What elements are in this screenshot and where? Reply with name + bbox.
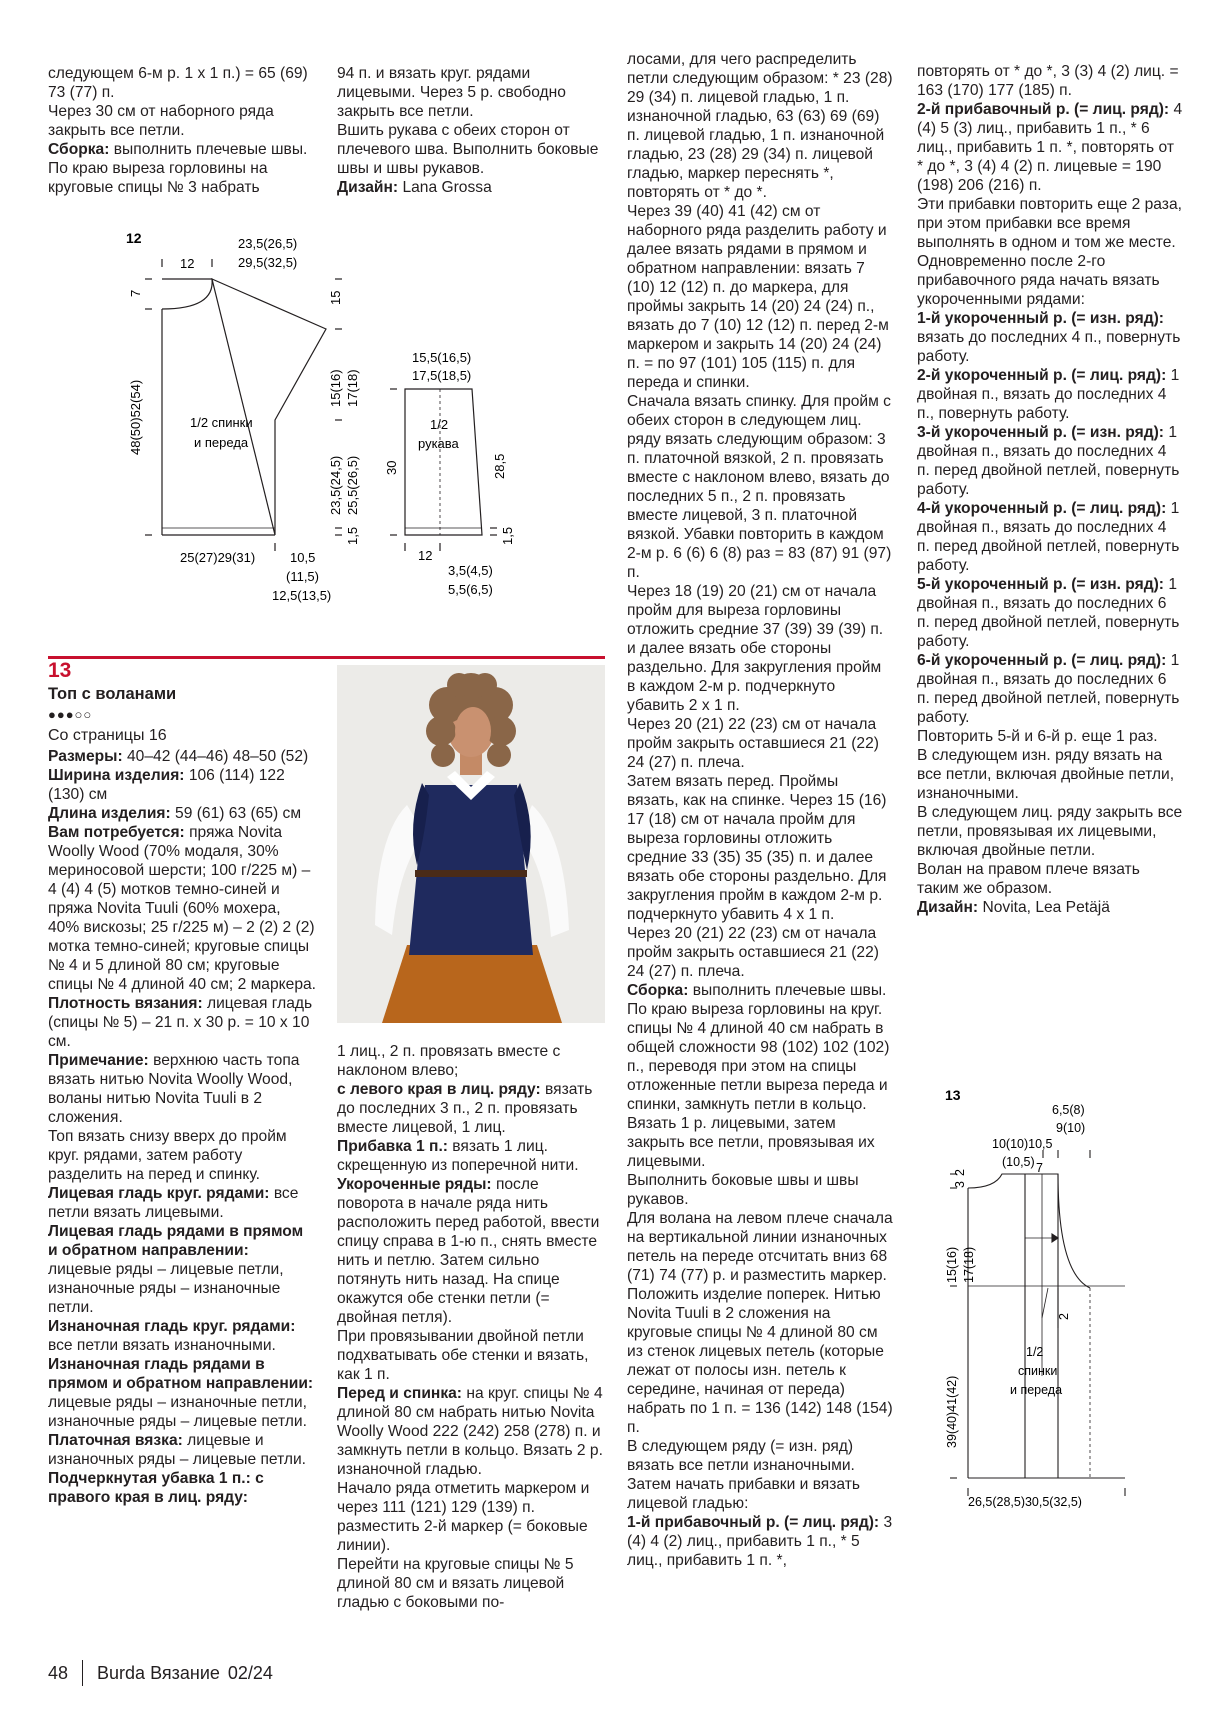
footer-divider — [82, 1660, 83, 1686]
svg-text:5,5(6,5): 5,5(6,5) — [448, 582, 493, 597]
svg-text:15,5(16,5): 15,5(16,5) — [412, 350, 472, 365]
paragraph: В следующем ряду (= изн. ряд) вязать все петли изнаночными. Затем начать прибавки и вязать лицевой гладью: — [627, 1438, 860, 1512]
column-1-top — [48, 64, 316, 197]
paragraph: 4-й укороченный р. (= лиц. ряд): 1 двойная п., вязать до последних 4 п. перед двойной петлей, повернуть работу. — [917, 500, 1180, 574]
difficulty-dots: ●●●○○ — [48, 707, 93, 722]
svg-text:25(27)29(31): 25(27)29(31) — [180, 550, 256, 565]
paragraph: Изнаночная гладь круг. рядами: все петли вязать изнаночными. — [48, 1318, 296, 1354]
paragraph: Сначала вязать спинку. Для пройм с обеих сторон в следующем лиц. ряду вязать следующим образом: 3 п. платочной вязкой, 2 п. провязать вместе с наклоном влево, вязать до последних 5 п., 2 п. провязать вместе лицевой, 3 п. платочной вязкой. Убавки повторить в каждом 2-м р. 6 (6) 6 (8) раз = 83 (87) 91 (97) п. — [627, 393, 892, 581]
paragraph: Через 20 (21) 22 (23) см от начала пройм закрыть оставшиеся 21 (22) 24 (27) п. плеча. — [627, 925, 879, 980]
svg-text:1,5: 1,5 — [500, 526, 515, 545]
paragraph: 1 лиц., 2 п. провязать вместе с наклоном влево; — [337, 1043, 561, 1079]
paragraph: При провязывании двойной петли подхватывать обе стенки и вязать, как 1 п. — [337, 1328, 589, 1383]
paragraph: 2-й укороченный р. (= лиц. ряд): 1 двойная п., вязать до последних 4 п., повернуть работу. — [917, 367, 1180, 422]
paragraph: 6-й укороченный р. (= лиц. ряд): 1 двойная п., вязать до последних 6 п. перед двойной петлей, повернуть работу. — [917, 652, 1180, 726]
paragraph: Топ вязать снизу вверх до пройм круг. рядами, затем работу разделить на перед и спинку. — [48, 1128, 287, 1183]
svg-text:7: 7 — [1036, 1161, 1043, 1175]
paragraph: 1-й прибавочный р. (= лиц. ряд): 3 (4) 4 (2) лиц., прибавить 1 п., * 5 лиц., прибавить 1 п. *, — [627, 1514, 893, 1569]
svg-text:30: 30 — [384, 460, 399, 475]
svg-text:1,5: 1,5 — [345, 526, 360, 545]
svg-text:спинки: спинки — [1018, 1364, 1058, 1378]
svg-text:28,5: 28,5 — [492, 453, 507, 479]
column-4 — [917, 62, 1183, 917]
paragraph: Плотность вязания: лицевая гладь (спицы № 5) – 21 п. х 30 р. = 10 х 10 см. — [48, 995, 313, 1050]
svg-text:1/2: 1/2 — [430, 417, 449, 432]
svg-text:15(16): 15(16) — [328, 369, 343, 407]
from-page: Со страницы 16 — [48, 727, 167, 744]
svg-text:6,5(8): 6,5(8) — [1052, 1103, 1085, 1117]
page-number: 48 — [48, 1663, 69, 1683]
svg-text:2: 2 — [1057, 1313, 1071, 1320]
svg-text:17(18): 17(18) — [345, 369, 360, 407]
svg-text:12: 12 — [418, 548, 433, 563]
svg-text:23,5(24,5): 23,5(24,5) — [328, 455, 343, 515]
model-photo — [337, 665, 605, 1023]
svg-text:17,5(18,5): 17,5(18,5) — [412, 368, 472, 383]
section-number: 13 — [48, 659, 72, 682]
paragraph: Длина изделия: 59 (61) 63 (65) см — [48, 805, 302, 822]
svg-text:рукава: рукава — [418, 436, 459, 451]
paragraph: 5-й укороченный р. (= изн. ряд): 1 двойная п., вязать до последних 6 п. перед двойной петлей, повернуть работу. — [917, 576, 1180, 650]
paragraph: Примечание: верхнюю часть топа вязать нитью Novita Woolly Wood, воланы нитью Novita Tuuli в 2 сложения. — [48, 1052, 300, 1126]
paragraph: Начало ряда отметить маркером и через 111 (121) 129 (139) п. разместить 2-й маркер (= боковые линии). — [337, 1480, 590, 1554]
paragraph: следующем 6-м р. 1 х 1 п.) = 65 (69) 73 (77) п. — [48, 65, 308, 101]
paragraph: Подчеркнутая убавка 1 п.: с правого края в лиц. ряду: — [48, 1470, 264, 1506]
paragraph: Перейти на круговые спицы № 5 длиной 80 см и вязать лицевой гладью с боковыми по- — [337, 1556, 574, 1611]
svg-text:15(16): 15(16) — [945, 1246, 959, 1283]
svg-text:и переда: и переда — [1010, 1383, 1063, 1397]
paragraph: Для волана на левом плече сначала на вертикальной линии изнаночных петель на переде отсчитать вниз 68 (71) 74 (77) р. и разместить маркер. Положить изделие поперек. Нитью Novita Tuuli в 2 сложения на круговые спицы № 4 длиной 80 см из стенок лицевых петель (которые лежат от полосы изн. петель к середине, начиная от переда) набрать по 1 п. = 136 (142) 148 (154) п. — [627, 1210, 893, 1436]
diagram-13 — [940, 1088, 1160, 1508]
svg-text:10,5: 10,5 — [290, 550, 316, 565]
diagram-12-number: 12 — [126, 230, 142, 246]
paragraph: Волан на правом плече вязать таким же образом. — [917, 861, 1140, 897]
svg-text:9(10): 9(10) — [1056, 1121, 1086, 1135]
svg-text:3: 3 — [953, 1181, 967, 1188]
paragraph: 3-й укороченный р. (= изн. ряд): 1 двойная п., вязать до последних 4 п. перед двойной петлей, повернуть работу. — [917, 424, 1180, 498]
column-2-top — [337, 64, 605, 197]
svg-text:25,5(26,5): 25,5(26,5) — [345, 455, 360, 515]
paragraph: Платочная вязка: лицевые и изнаночных ряды – лицевые петли. — [48, 1432, 307, 1468]
svg-text:1/2: 1/2 — [1026, 1345, 1044, 1359]
page-footer — [48, 1660, 273, 1686]
svg-text:7: 7 — [128, 289, 143, 297]
paragraph: с левого края в лиц. ряду: вязать до последних 3 п., 2 п. провязать вместе лицевой, 1 лиц. — [337, 1081, 593, 1136]
svg-text:26,5(28,5)30,5(32,5): 26,5(28,5)30,5(32,5) — [968, 1495, 1082, 1508]
paragraph: Прибавка 1 п.: вязать 1 лиц. скрещенную из поперечной нити. — [337, 1138, 579, 1174]
paragraph: Сборка: выполнить плечевые швы. По краю выреза горловины на круговые спицы № 3 набрать — [48, 141, 308, 196]
paragraph: Эти прибавки повторить еще 2 раза, при этом прибавки все время выполнять в одном и том же месте. — [917, 196, 1182, 251]
svg-text:(10,5): (10,5) — [1002, 1155, 1035, 1169]
svg-text:29,5(32,5): 29,5(32,5) — [238, 255, 298, 270]
column-2-bottom — [337, 1042, 605, 1612]
svg-text:15: 15 — [328, 290, 343, 305]
svg-text:3,5(4,5): 3,5(4,5) — [448, 563, 493, 578]
svg-text:10(10)10,5: 10(10)10,5 — [992, 1137, 1053, 1151]
paragraph: 2-й прибавочный р. (= лиц. ряд): 4 (4) 5 (3) лиц., прибавить 1 п., * 6 лиц., прибавить 1 п. *, повторять от * до *, 3 (4) 4 (2) п. лицевые = 190 (198) 206 (216) п. — [917, 101, 1183, 194]
svg-text:1/2 спинки: 1/2 спинки — [190, 415, 253, 430]
paragraph: Затем вязать перед. Проймы вязать, как на спинке. Через 15 (16) 17 (18) см от начала пройм для выреза горловины отложить средние 33 (35) 35 (35) п. и далее вязать обе стороны раздельно. Для закругления пройм в каждом 2-м р. подчеркнуто убавить 4 х 1 п. — [627, 773, 887, 923]
paragraph: Перед и спинка: на круг. спицы № 4 длиной 80 см набрать нитью Novita Woolly Wood 222 (242) 258 (278) п. и замкнуть петли в кольцо. Вязать 2 р. изнаночной гладью. — [337, 1385, 603, 1478]
paragraph: Дизайн: Novita, Lea Petäjä — [917, 899, 1110, 916]
paragraph: Укороченные ряды: после поворота в начале ряда нить расположить перед работой, ввести спицу справа в 1-ю п., снять вместе нить и петлю. Затем сильно потянуть нить назад. На спице окажутся обе стенки петли (= двойная петля). — [337, 1176, 600, 1326]
diagram-13-number: 13 — [945, 1088, 961, 1103]
section-title: Топ с воланами — [48, 685, 177, 703]
paragraph: Через 18 (19) 20 (21) см от начала пройм для выреза горловины отложить средние 37 (39) 39 (39) п. и далее вязать обе стороны раздельно. Для закругления пройм в каждом 2-м р. подчеркнуто убавить 2 х 1 п. — [627, 583, 884, 714]
paragraph: Дизайн: Lana Grossa — [337, 179, 492, 196]
paragraph: Одновременно после 2-го прибавочного ряда начать вязать укороченными рядами: — [917, 253, 1160, 308]
svg-text:12,5(13,5): 12,5(13,5) — [272, 588, 332, 603]
paragraph: В следующем изн. ряду вязать на все петли, включая двойные петли, изнаночными. — [917, 747, 1175, 802]
svg-text:12: 12 — [180, 256, 195, 271]
paragraph: 94 п. и вязать круг. рядами лицевыми. Через 5 р. свободно закрыть все петли. — [337, 65, 566, 120]
paragraph: 1-й укороченный р. (= изн. ряд): вязать до последних 4 п., повернуть работу. — [917, 310, 1181, 365]
paragraph: Через 30 см от наборного ряда закрыть все петли. — [48, 103, 274, 139]
column-3 — [627, 50, 893, 1570]
svg-text:2: 2 — [953, 1169, 967, 1176]
column-1-bottom — [48, 747, 316, 1507]
paragraph: Через 39 (40) 41 (42) см от наборного ряда разделить работу и далее вязать рядами в прямом и обратном направлении: вязать 7 (10) 12 (12) п. до маркера, для проймы закрыть 14 (20) 24 (24) п., вязать до 7 (10) 12 (12) п. перед 2-м маркером и закрыть 14 (20) 24 (24) п. = по 97 (101) 105 (115) п. для переда и спинки. — [627, 203, 889, 391]
paragraph: повторять от * до *, 3 (3) 4 (2) лиц. = 163 (170) 177 (185) п. — [917, 63, 1179, 99]
paragraph: Сборка: выполнить плечевые швы. По краю выреза горловины на круг. спицы № 4 длиной 40 см набрать в общей сложности 98 (102) 102 (102) п., переводя при этом на спицы отложенные петли выреза переда и спинки, замкнуть петли в кольцо. Вязать 1 р. лицевыми, затем закрыть все петли, провязывая их лицевыми. — [627, 982, 890, 1170]
svg-text:39(40)41(42): 39(40)41(42) — [945, 1375, 959, 1448]
paragraph: Ширина изделия: 106 (114) 122 (130) см — [48, 767, 285, 803]
paragraph: Выполнить боковые швы и швы рукавов. — [627, 1172, 859, 1208]
svg-text:48(50)52(54): 48(50)52(54) — [128, 379, 143, 455]
paragraph: лосами, для чего распределить петли следующим образом: * 23 (28) 29 (34) п. лицевой гладью, 1 п. изнаночной гладью, 63 (63) 69 (69) п. лицевой гладью, 1 п. изнаночной гладью, 23 (28) 29 (34) п. лицевой гладью, маркер переснять *, повторять от * до *. — [627, 51, 893, 201]
paragraph: Лицевая гладь рядами в прямом и обратном направлении: лицевые ряды – лицевые петли, изнаночные ряды – изнаночные петли. — [48, 1223, 304, 1316]
paragraph: Изнаночная гладь рядами в прямом и обратном направлении: лицевые ряды – изнаночные петли, изнаночные ряды – лицевые петли. — [48, 1356, 314, 1430]
svg-text:17(18): 17(18) — [962, 1246, 976, 1283]
paragraph: Лицевая гладь круг. рядами: все петли вязать лицевыми. — [48, 1185, 299, 1221]
paragraph: Повторить 5-й и 6-й р. еще 1 раз. — [917, 728, 1158, 745]
paragraph: В следующем лиц. ряду закрыть все петли, провязывая их лицевыми, включая двойные петли. — [917, 804, 1183, 859]
svg-text:(11,5): (11,5) — [286, 569, 319, 584]
issue-number: 02/24 — [227, 1663, 273, 1683]
paragraph: Вшить рукава с обеих сторон от плечевого шва. Выполнить боковые швы и швы рукавов. — [337, 122, 599, 177]
magazine-brand: Burda Вязание — [97, 1663, 220, 1683]
paragraph: Вам потребуется: пряжа Novita Woolly Wood (70% модаля, 30% мериносовой шерсти; 100 г/225 м) – 4 (4) 4 (5) мотков темно-синей и пряжа Novita Tuuli (60% мохера, 40% вискозы; 25 г/225 м) – 2 (2) 2 (2) мотка темно-синей; круговые спицы № 4 и 5 длиной 80 см; круговые спицы № 4 длиной 40 см; 2 маркера. — [48, 824, 317, 993]
diagram-12 — [100, 225, 520, 605]
svg-text:и переда: и переда — [194, 435, 249, 450]
paragraph: Через 20 (21) 22 (23) см от начала пройм закрыть оставшиеся 21 (22) 24 (27) п. плеча. — [627, 716, 879, 771]
svg-text:23,5(26,5): 23,5(26,5) — [238, 236, 298, 251]
section-13-text — [48, 659, 316, 1507]
paragraph: Размеры: 40–42 (44–46) 48–50 (52) — [48, 748, 309, 765]
